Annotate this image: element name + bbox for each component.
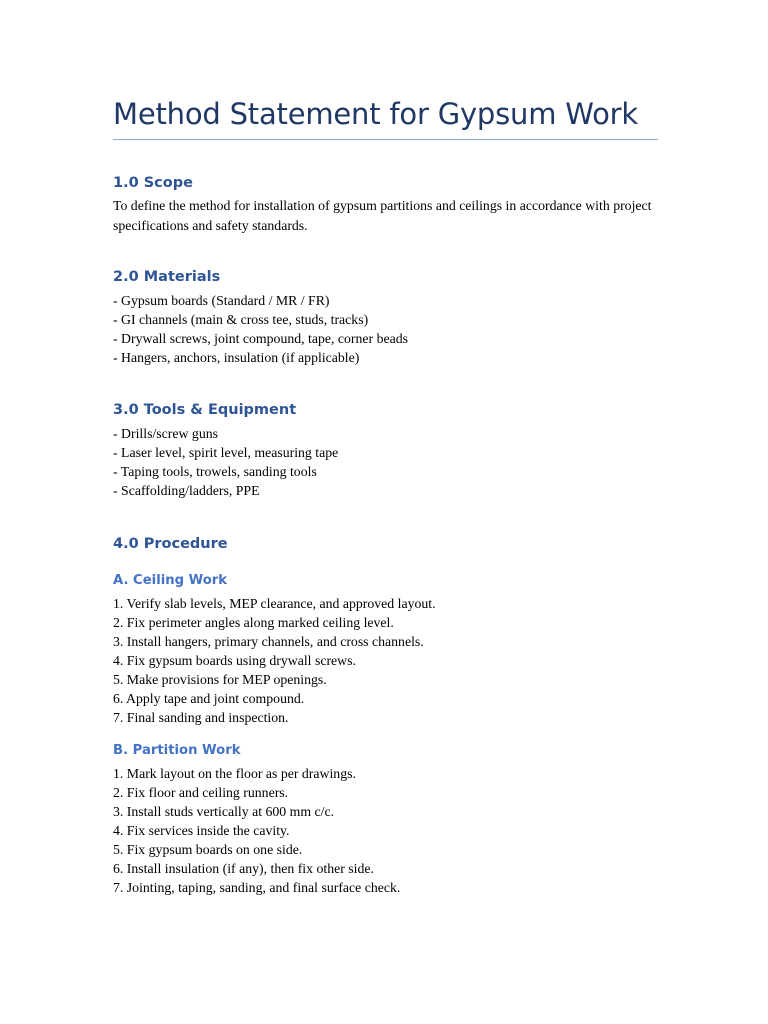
list-item: 3. Install hangers, primary channels, and cross channels. bbox=[113, 634, 424, 649]
list-item: 2. Fix floor and ceiling runners. bbox=[113, 785, 289, 800]
list-item: - Drills/screw guns bbox=[113, 426, 218, 441]
list-item: 7. Jointing, taping, sanding, and final surface check. bbox=[113, 880, 401, 895]
list-item: - Hangers, anchors, insulation (if applicable) bbox=[113, 350, 360, 365]
list-item: 1. Mark layout on the floor as per drawings. bbox=[113, 766, 356, 781]
materials-list bbox=[113, 291, 408, 367]
subsection-heading-ceiling: A. Ceiling Work bbox=[113, 573, 228, 588]
page-title: Method Statement for Gypsum Work bbox=[113, 97, 638, 131]
list-item: - Gypsum boards (Standard / MR / FR) bbox=[113, 293, 330, 308]
list-item: 2. Fix perimeter angles along marked ceiling level. bbox=[113, 615, 394, 630]
list-item: - Taping tools, trowels, sanding tools bbox=[113, 464, 317, 479]
list-item: 4. Fix services inside the cavity. bbox=[113, 823, 290, 838]
list-item: 7. Final sanding and inspection. bbox=[113, 710, 289, 725]
list-item: - Laser level, spirit level, measuring tape bbox=[113, 445, 339, 460]
list-item: - Drywall screws, joint compound, tape, corner beads bbox=[113, 331, 409, 346]
list-item: 6. Install insulation (if any), then fix other side. bbox=[113, 861, 374, 876]
subsection-heading-partition: B. Partition Work bbox=[113, 743, 241, 758]
scope-paragraph: To define the method for installation of gypsum partitions and ceilings in accordance with project specifications and safety standards. bbox=[113, 198, 652, 233]
list-item: 6. Apply tape and joint compound. bbox=[113, 691, 305, 706]
section-heading-procedure: 4.0 Procedure bbox=[113, 536, 228, 552]
section-heading-scope: 1.0 Scope bbox=[113, 175, 193, 191]
list-item: 1. Verify slab levels, MEP clearance, and approved layout. bbox=[113, 596, 436, 611]
list-item: 4. Fix gypsum boards using drywall screws. bbox=[113, 653, 356, 668]
list-item: 5. Make provisions for MEP openings. bbox=[113, 672, 327, 687]
section-heading-tools: 3.0 Tools & Equipment bbox=[113, 402, 297, 418]
ceiling-steps-list bbox=[113, 594, 436, 727]
list-item: - Scaffolding/ladders, PPE bbox=[113, 483, 260, 498]
list-item: - GI channels (main & cross tee, studs, tracks) bbox=[113, 312, 369, 327]
list-item: 5. Fix gypsum boards on one side. bbox=[113, 842, 303, 857]
partition-steps-list bbox=[113, 764, 400, 897]
title-underline bbox=[113, 139, 658, 140]
tools-list bbox=[113, 424, 338, 500]
section-heading-materials: 2.0 Materials bbox=[113, 269, 221, 285]
list-item: 3. Install studs vertically at 600 mm c/c. bbox=[113, 804, 335, 819]
